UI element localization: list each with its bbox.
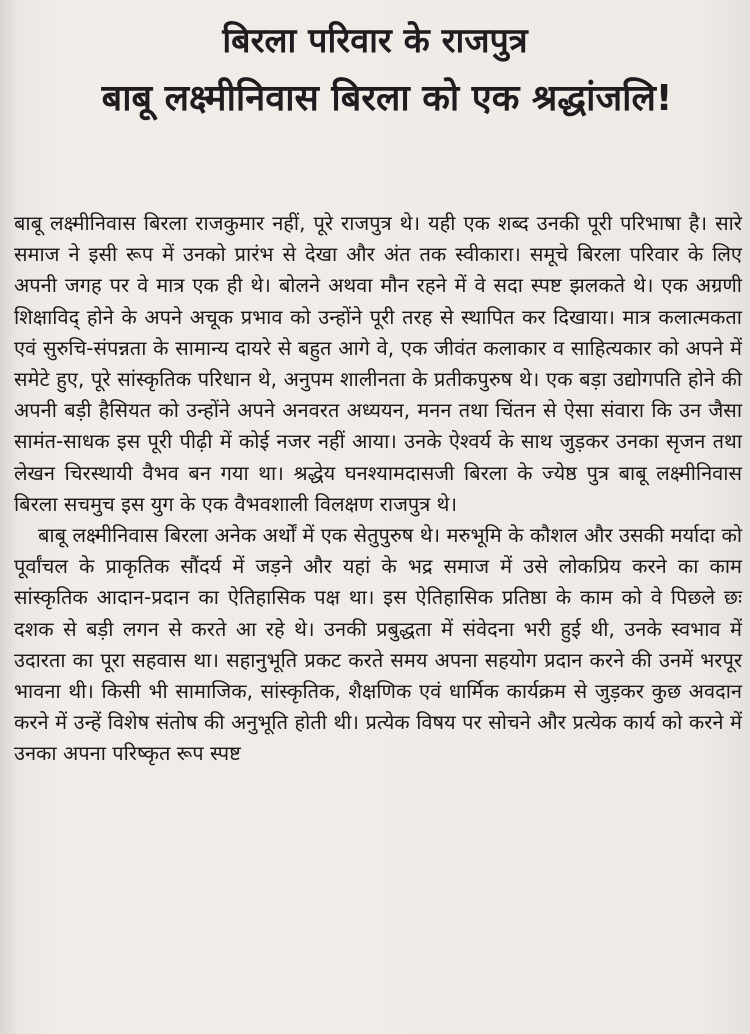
paragraph-2: बाबू लक्ष्मीनिवास बिरला अनेक अर्थों में एक सेतुपुरुष थे। मरुभूमि के कौशल और उसकी मर्यादा को पूर्वांचल के प्राकृतिक सौंदर्य में जड़ने और यहां के भद्र समाज में उसे लोकप्रिय करने का काम सांस्कृतिक आदान-प्रदान का ऐतिहासिक पक्ष था। इस ऐतिहासिक प्रतिष्ठा के काम को वे पिछले छः दशक से बड़ी लगन से करते आ रहे थे। उनकी प्रबुद्धता में संवेदना भरी हुई थी, उनके स्वभाव में उदारता का पूरा सहवास था। सहानुभूति प्रकट करते समय अपना सहयोग प्रदान करने की उनमें भरपूर भावना थी। किसी भी सामाजिक, सांस्कृतिक, शैक्षणिक एवं धार्मिक कार्यक्रम से जुड़कर कुछ अवदान करने में उन्हें विशेष संतोष की अनुभूति होती थी। प्रत्येक विषय पर सोचने और प्रत्येक कार्य को करने में उनका अपना परिष्कृत रूप स्पष्ट xyxy=(14,523,742,766)
paragraph-1: बाबू लक्ष्मीनिवास बिरला राजकुमार नहीं, पूरे राजपुत्र थे। यही एक शब्द उनकी पूरी परिभाषा है। सारे समाज ने इसी रूप में उनको प्रारंभ से देखा और अंत तक स्वीकारा। समूचे बिरला परिवार के लिए अपनी जगह पर वे मात्र एक ही थे। बोलने अथवा मौन रहने में वे सदा स्पष्ट झलकते थे। एक अग्रणी शिक्षाविद् होने के अपने अचूक प्रभाव को उन्होंने पूरी तरह से स्थापित कर दिखाया। मात्र कलात्मकता एवं सुरुचि-संपन्नता के सामान्य दायरे से बहुत आगे वे, एक जीवंत कलाकार व साहित्यकार को अपने में समेटे हुए, पूरे सांस्कृतिक परिधान थे, अनुपम शालीनता के प्रतीकपुरुष थे। एक बड़ा उद्योगपति होने की अपनी बड़ी हैसियत को उन्होंने अपने अनवरत अध्ययन, मनन तथा चिंतन से ऐसा संवारा कि उन जैसा सामंत-साधक इस पूरी पीढ़ी में कोई नजर नहीं आया। उनके ऐश्वर्य के साथ जुड़कर उनका सृजन तथा लेखन चिरस्थायी वैभव बन गया था। श्रद्धेय घनश्यामदासजी बिरला के ज्येष्ठ पुत्र बाबू लक्ष्मीनिवास बिरला सचमुच इस युग के एक वैभवशाली विलक्षण राजपुत्र थे। xyxy=(14,211,742,516)
article-body xyxy=(14,208,742,770)
heading-line-1: बिरला परिवार के राजपुत्र xyxy=(222,21,528,61)
heading-block xyxy=(0,14,750,130)
heading-line-2: बाबू लक्ष्मीनिवास बिरला को एक श्रद्धांजलि! xyxy=(101,78,673,119)
